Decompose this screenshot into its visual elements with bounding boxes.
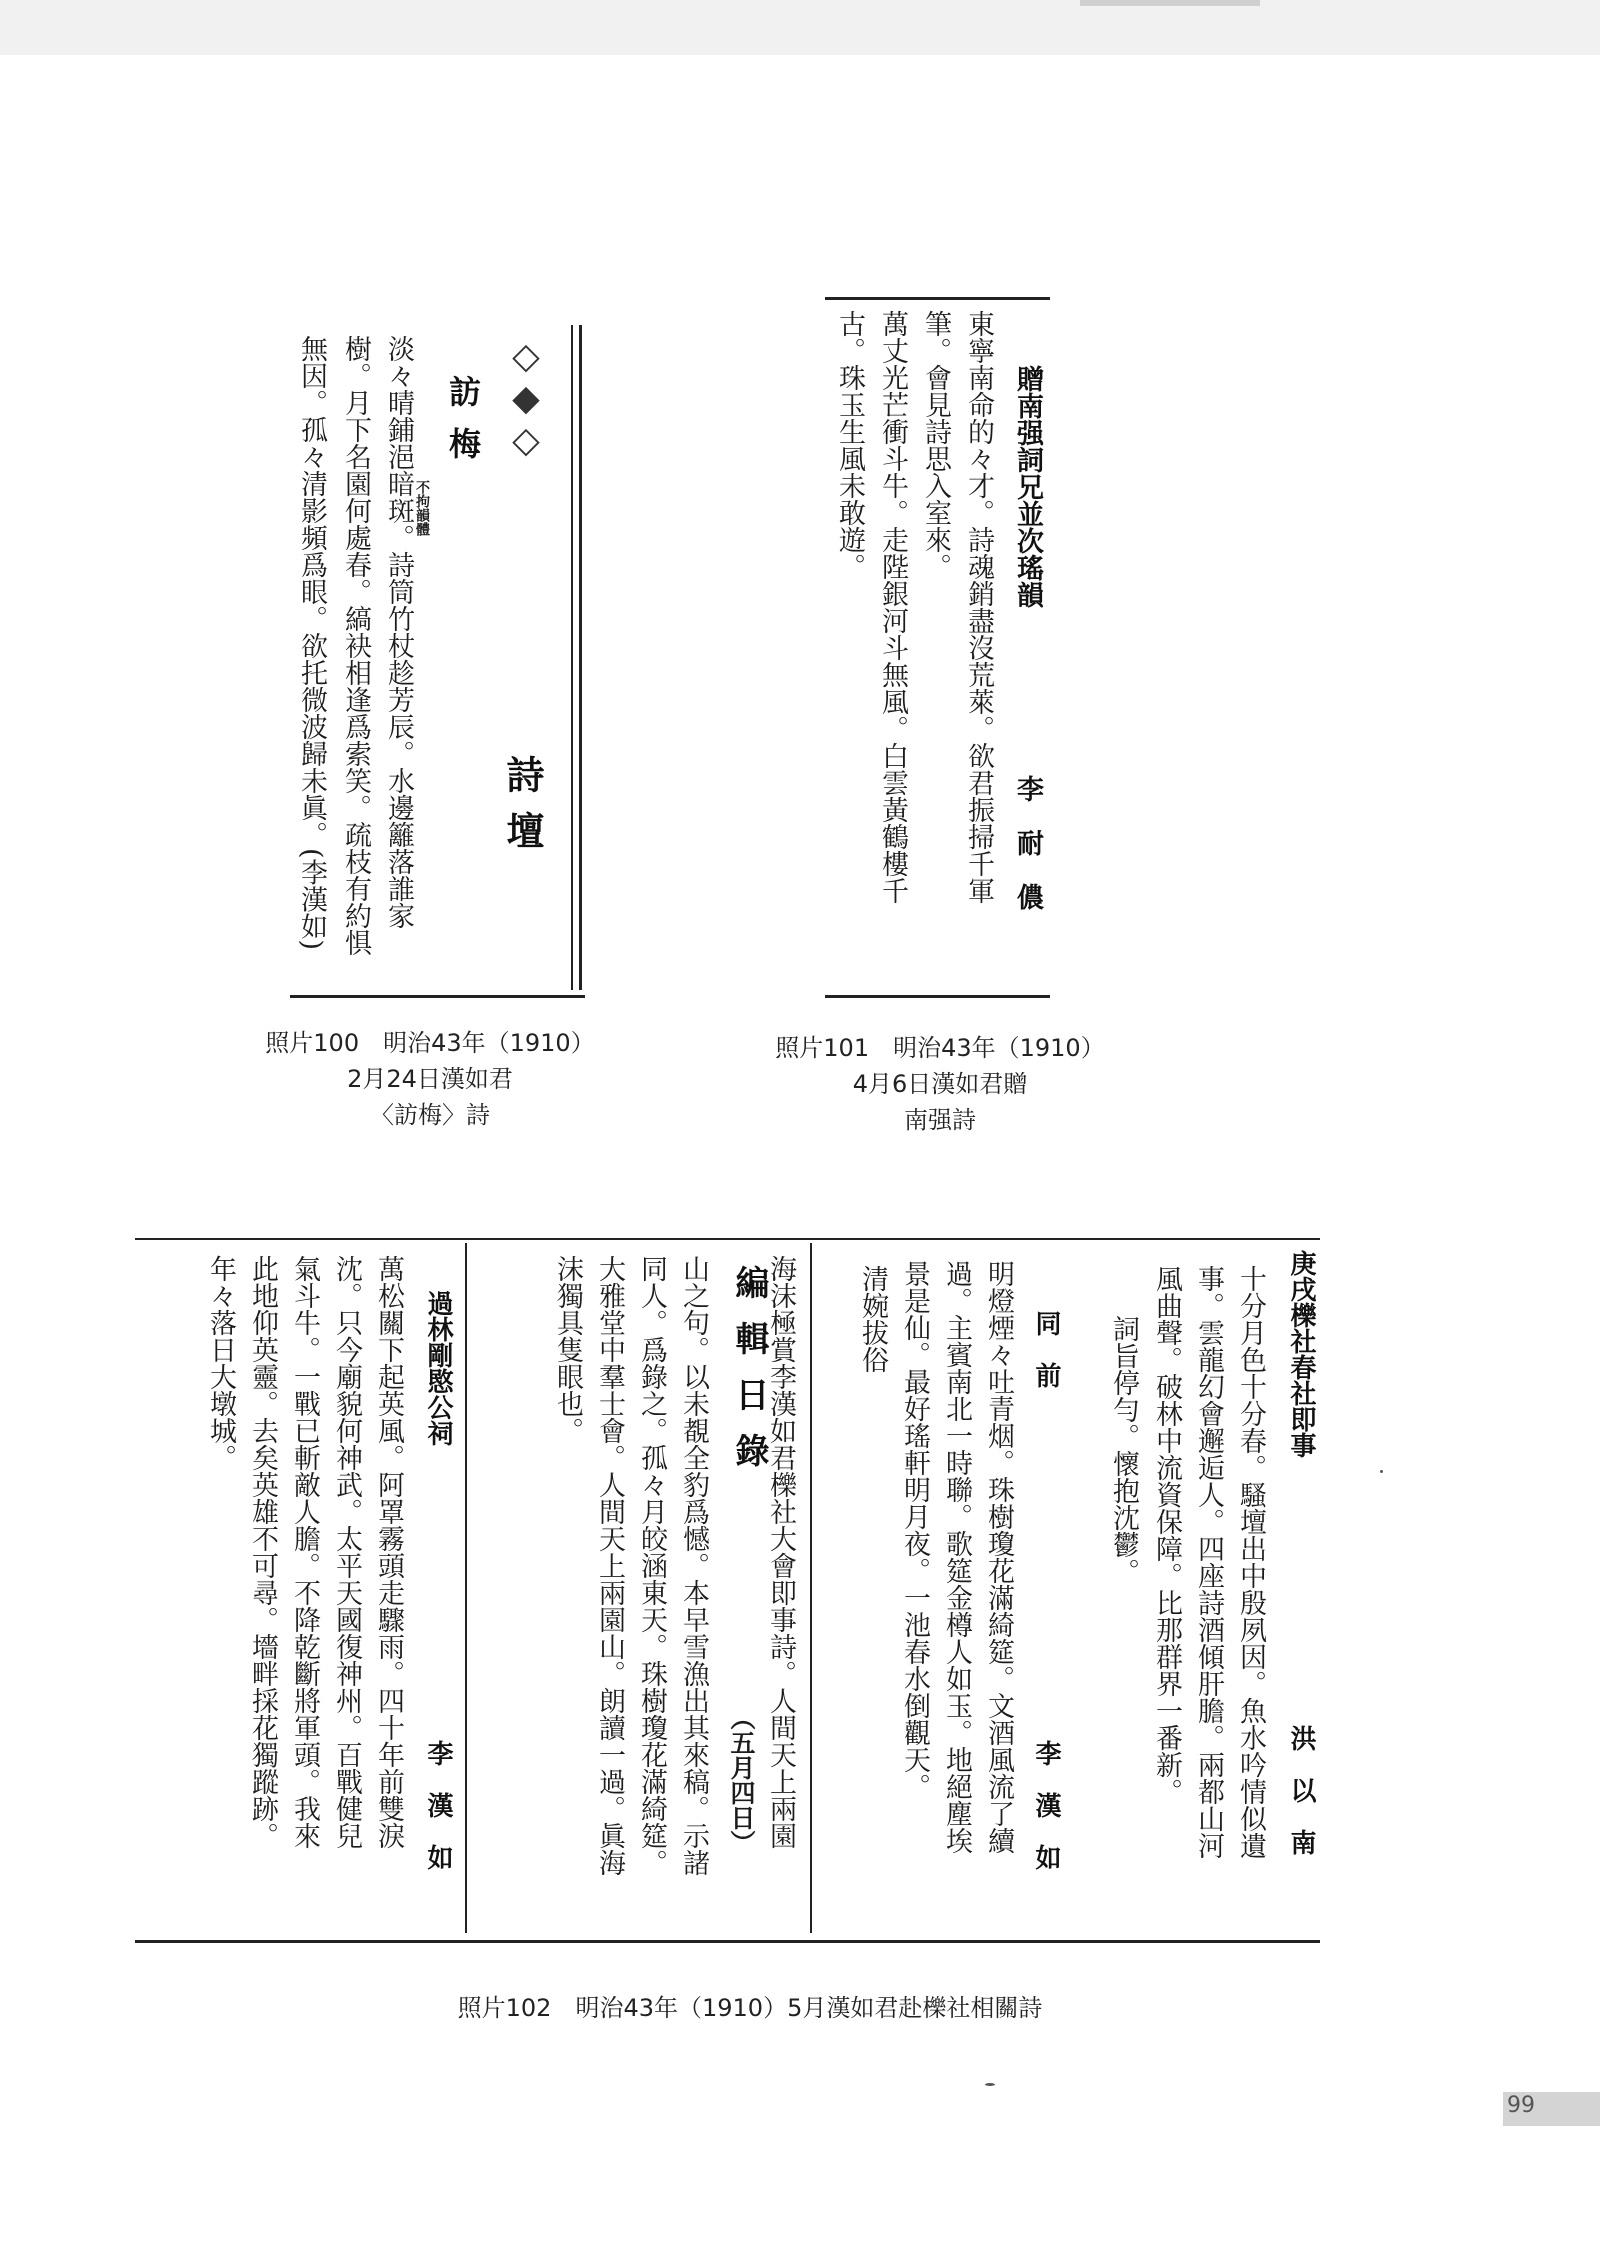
clip-100 bbox=[290, 315, 595, 1005]
clip-102-mid-author: 李 漢 如 bbox=[1031, 1740, 1061, 1870]
caption-101-line-3: 南强詩 bbox=[904, 1106, 976, 1134]
clip-100-column-title: 詩壇 bbox=[500, 755, 545, 867]
clip-102-mid-line-4: 清婉拔俗 bbox=[857, 1265, 888, 1373]
clip-102-right-line-3: 風曲聲。破林中流資保障。比那群界一番新。 bbox=[1151, 1265, 1182, 1805]
clip-102-mid-line-3: 景是仙。最好瑤軒明月夜。一池春水倒觀天。 bbox=[899, 1260, 930, 1800]
caption-100-line-3: 〈訪梅〉詩 bbox=[370, 1101, 490, 1129]
clip-102-right-author: 洪 以 南 bbox=[1286, 1725, 1316, 1855]
scan-speck bbox=[985, 2083, 995, 2086]
clip-100-line-3: 無因。孤々清影頻爲眼。欲托微波歸未眞。(李漢如) bbox=[296, 335, 327, 951]
clip-100-line-1: 淡々晴鋪浥暗斑。詩筒竹杖趁芳辰。水邊籬落誰家 bbox=[383, 335, 414, 929]
clip-100-right-border bbox=[579, 325, 582, 990]
clip-102-divider-right bbox=[810, 1243, 812, 1933]
clip-101-author: 李 耐 儂 bbox=[1012, 775, 1043, 910]
clip-102-right-title: 庚戌櫟社春社即事 bbox=[1286, 1250, 1316, 1458]
clip-101-line-3: 萬丈光芒衝斗牛。走陛銀河斗無風。白雲黃鶴樓千 bbox=[877, 310, 908, 904]
clip-102-mid-line-1: 明燈煙々吐青烟。珠樹瓊花滿綺筵。文酒風流了續 bbox=[983, 1260, 1014, 1854]
clip-102-editor-line-5: 沫獨具隻眼也。 bbox=[552, 1255, 583, 1444]
clip-102-left-line-3: 氣斗牛。一戰已斬敵人膽。不降乾斷將軍頭。我來 bbox=[289, 1255, 320, 1849]
clip-102-left-line-2: 沈。只今廟貌何神武。太平天國復神州。百戰健兒 bbox=[331, 1255, 362, 1849]
clip-101-top-rule bbox=[825, 297, 1050, 300]
clip-102-right-line-4: 詞旨停勻。懷抱沈鬱。 bbox=[1108, 1315, 1139, 1585]
page-number: 99 bbox=[1507, 2093, 1535, 2118]
clip-100-inner-border bbox=[571, 325, 573, 990]
clip-102-left-line-4: 此地仰英靈。去矣英雄不可尋。墻畔採花獨蹤跡。 bbox=[247, 1255, 278, 1849]
clip-100-bottom-rule bbox=[290, 995, 585, 998]
clip-100-line-2: 樹。月下名園何處春。縞袂相逢爲索笑。疏枝有約惧 bbox=[340, 335, 371, 956]
clip-102-editor-line-3: 同人。爲錄之。孤々月皎涵東天。珠樹瓊花滿綺筵。 bbox=[636, 1255, 667, 1876]
clip-102-right-line-1: 十分月色十分春。騷壇出中殷夙因。魚水吟情似遺 bbox=[1235, 1265, 1266, 1859]
clip-102-editor-line-2: 山之句。以未覩全豹爲憾。本早雪漁出其來稿。示諸 bbox=[678, 1255, 709, 1876]
page-top-shade bbox=[0, 0, 1600, 55]
clip-102 bbox=[135, 1235, 1325, 1955]
clip-101-bottom-rule bbox=[825, 995, 1050, 998]
clip-101 bbox=[820, 295, 1060, 1005]
clip-102-mid-line-2: 過。主賓南北一時聯。歌筵金樽人如玉。地絕塵埃 bbox=[941, 1260, 972, 1854]
clip-100-decor: ◇◆◇ bbox=[505, 335, 547, 461]
clip-101-line-1: 東寧南命的々才。詩魂銷盡沒荒萊。欲君振掃千軍 bbox=[963, 310, 994, 904]
clip-102-right-line-2: 事。雲龍幻會邂逅人。四座詩酒傾肝膽。兩都山河 bbox=[1193, 1265, 1224, 1859]
clip-102-left-line-1: 萬松關下起英風。阿罩霧頭走驟雨。四十年前雙淚 bbox=[373, 1255, 404, 1849]
caption-101-line-1: 照片101 明治43年（1910） bbox=[775, 1034, 1105, 1062]
clip-102-left-title: 過林剛愍公祠 bbox=[423, 1290, 453, 1446]
clip-102-mid-title: 同 前 bbox=[1031, 1310, 1061, 1388]
caption-102: 照片102 明治43年（1910）5月漢如君赴櫟社相關詩 bbox=[457, 1994, 1043, 2022]
clip-102-editor-line-4: 大雅堂中羣士會。人間天上兩園山。朗讀一過。眞海 bbox=[594, 1255, 625, 1876]
scan-speck bbox=[1380, 1470, 1383, 1473]
caption-101-line-2: 4月6日漢如君贈 bbox=[852, 1070, 1028, 1098]
clip-102-editor-title: 編輯日錄 bbox=[729, 1265, 769, 1489]
clip-102-bottom-rule bbox=[135, 1940, 1320, 1943]
caption-100-line-2: 2月24日漢如君 bbox=[347, 1065, 513, 1093]
clip-101-heading: 贈南强詞兄並次瑤韻 bbox=[1012, 365, 1043, 608]
clip-102-top-rule bbox=[135, 1238, 1320, 1240]
clip-102-editor-line-1: 海沫極賞李漢如君櫟社大會即事詩。人間天上兩園 bbox=[765, 1255, 796, 1849]
caption-100-line-1: 照片100 明治43年（1910） bbox=[265, 1029, 595, 1057]
clip-100-poem-title: 訪梅 bbox=[444, 375, 482, 479]
clip-102-divider-left bbox=[465, 1243, 467, 1933]
clip-102-editor-date: （五月四日） bbox=[727, 1705, 756, 1855]
clip-101-line-4: 古。珠玉生風未敢遊。 bbox=[834, 310, 865, 580]
clip-101-line-2: 筆。會見詩思入室來。 bbox=[920, 310, 951, 580]
caption-101 bbox=[760, 1030, 1120, 1138]
clip-102-left-author: 李 漢 如 bbox=[423, 1740, 453, 1870]
caption-100 bbox=[240, 1025, 620, 1133]
clip-100-title-note: 不拘韻體 bbox=[414, 480, 430, 536]
clip-102-left-line-5: 年々落日大墩城。 bbox=[205, 1255, 236, 1471]
